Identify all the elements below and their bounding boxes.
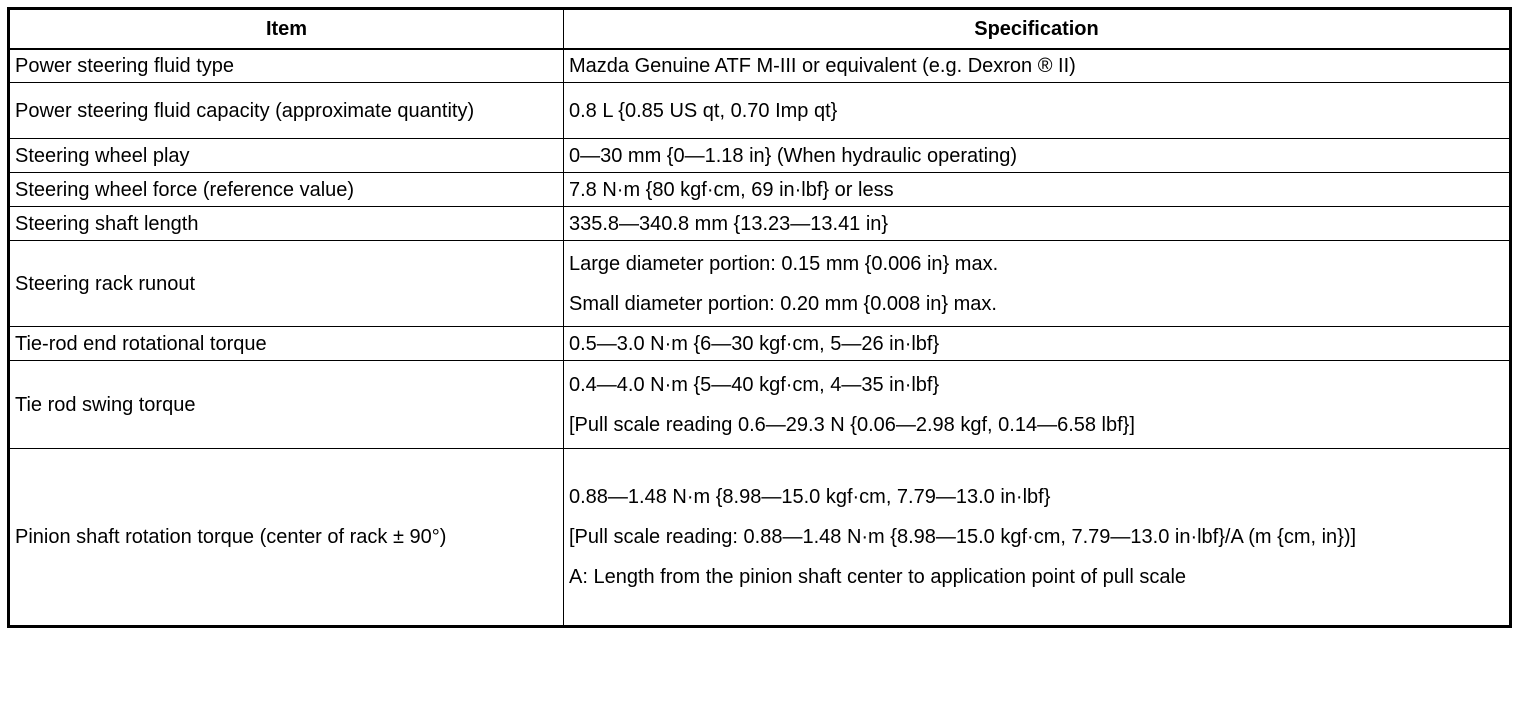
item-cell: Steering rack runout [9,241,564,327]
item-cell: Tie-rod end rotational torque [9,327,564,361]
spec-cell [564,449,1511,627]
item-cell: Power steering fluid capacity (approximate quantity) [9,83,564,139]
item-cell: Steering shaft length [9,207,564,241]
spec-line: Mazda Genuine ATF M-III or equivalent (e.g. Dexron ® II) [569,54,1076,77]
header-row [9,9,1511,49]
header-specification: Specification [564,9,1511,49]
table-row [9,49,1511,83]
spec-cell [564,241,1511,327]
table-row [9,173,1511,207]
spec-cell [564,327,1511,361]
table-row [9,139,1511,173]
header-item: Item [9,9,564,49]
spec-line: Large diameter portion: 0.15 mm {0.006 in} max. [569,252,999,275]
spec-line: 335.8—340.8 mm {13.23—13.41 in} [569,212,889,235]
table-row [9,361,1511,449]
table-row [9,327,1511,361]
table-row [9,449,1511,627]
spec-cell [564,139,1511,173]
specification-table [7,7,1512,628]
spec-cell [564,83,1511,139]
spec-cell [564,207,1511,241]
spec-line: 0.88—1.48 N·m {8.98—15.0 kgf·cm, 7.79—13.0 in·lbf} [569,486,1051,508]
spec-cell [564,361,1511,449]
spec-line: A: Length from the pinion shaft center to application point of pull scale [569,566,1187,588]
item-cell: Tie rod swing torque [9,361,564,449]
spec-line: 0—30 mm {0—1.18 in} (When hydraulic operating) [569,144,1018,167]
table-row [9,241,1511,327]
spec-line: Small diameter portion: 0.20 mm {0.008 in} max. [569,292,997,315]
table-row [9,83,1511,139]
item-cell: Power steering fluid type [9,49,564,83]
spec-line: [Pull scale reading: 0.88—1.48 N·m {8.98—15.0 kgf·cm, 7.79—13.0 in·lbf}/A (m {cm, in})] [569,526,1357,548]
spec-cell [564,49,1511,83]
spec-line: 0.4—4.0 N·m {5—40 kgf·cm, 4—35 in·lbf} [569,373,940,396]
spec-cell [564,173,1511,207]
spec-line: [Pull scale reading 0.6—29.3 N {0.06—2.98 kgf, 0.14—6.58 lbf}] [569,413,1135,436]
spec-line: 0.8 L {0.85 US qt, 0.70 Imp qt} [569,99,838,122]
item-cell: Steering wheel play [9,139,564,173]
table-row [9,207,1511,241]
spec-line: 7.8 N·m {80 kgf·cm, 69 in·lbf} or less [569,178,894,201]
item-cell: Steering wheel force (reference value) [9,173,564,207]
item-cell: Pinion shaft rotation torque (center of rack ± 90°) [9,449,564,627]
spec-line: 0.5—3.0 N·m {6—30 kgf·cm, 5—26 in·lbf} [569,332,940,355]
